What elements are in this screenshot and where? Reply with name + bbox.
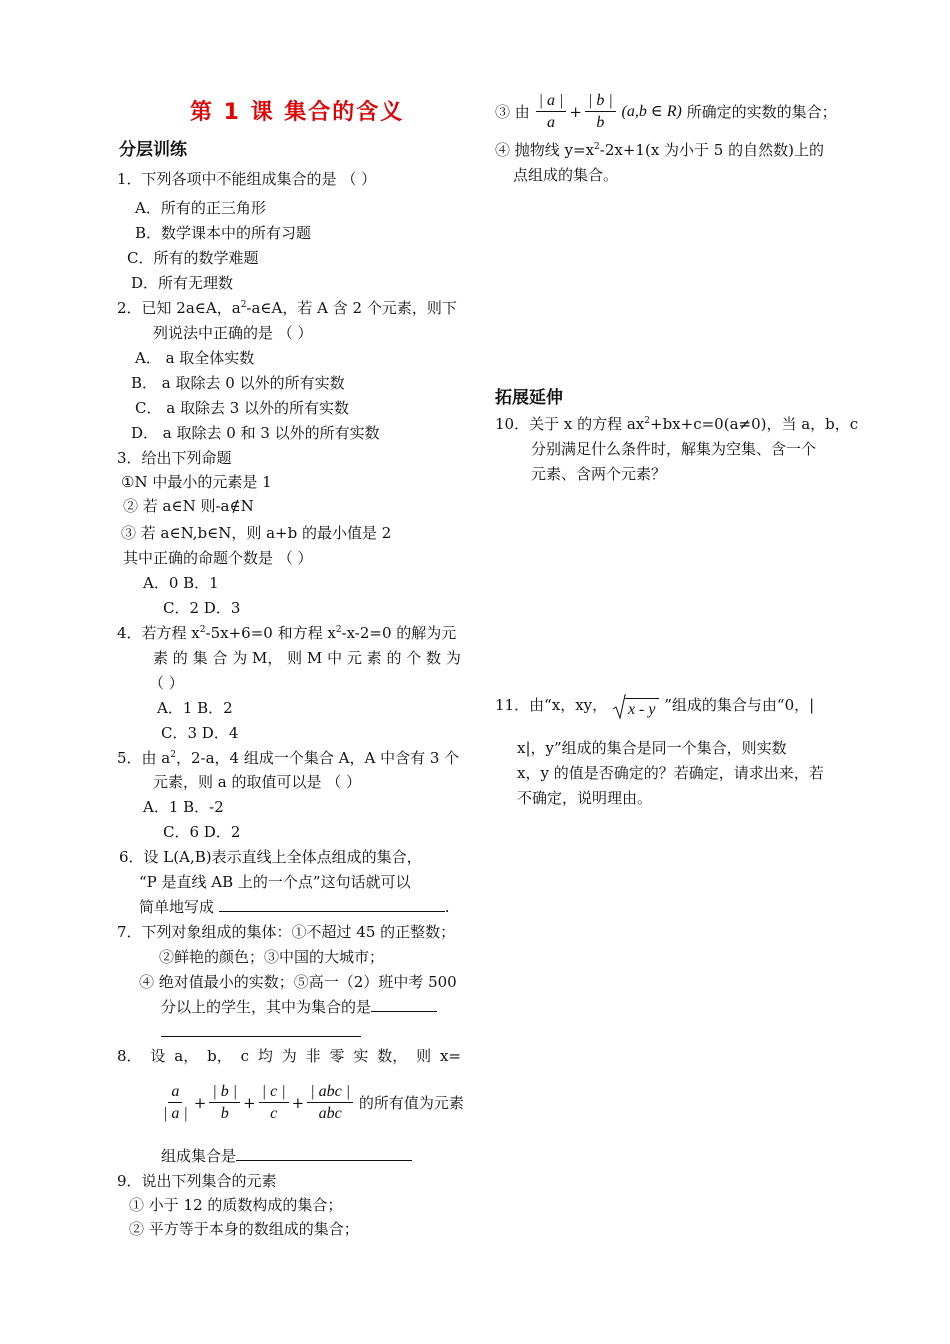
- q2-option-a: A． a 取全体实数: [135, 349, 255, 367]
- q2-stem: 2．已知 2a∈A，$a^2-a\in A$，若 A 含 2 个元素，则下: [117, 299, 457, 317]
- section-heading-practice: 分层训练: [119, 140, 187, 160]
- q9-item-1: ① 小于 12 的质数构成的集合；: [129, 1196, 343, 1214]
- section-heading-extension: 拓展延伸: [495, 388, 563, 408]
- q3-options-cd: C．2 D．3: [163, 599, 241, 617]
- q7-stem-line3: ④ 绝对值最小的实数；⑤高一（2）班中考 500: [139, 973, 457, 991]
- q8-stem: 8． 设 a， b， c 均 为 非 零 实 数， 则 x=: [117, 1047, 461, 1065]
- q1-option-b: B．数学课本中的所有习题: [135, 224, 312, 242]
- q7-stem: 7．下列对象组成的集体：①不超过 45 的正整数；: [117, 923, 456, 941]
- q8-answer-line: 组成集合是: [161, 1146, 412, 1166]
- q5-stem-line2: 元素，则 a 的取值可以是 （ ）: [153, 773, 362, 791]
- q9-fraction-b: $\frac{| b |}{b}$: [585, 91, 616, 134]
- q8-expression: $\frac{a}{| a |}$ + $\frac{| b |}{b}$ + $\frac{| c |}{c}$ + $\frac{\text{| abc |}}{\text{abc}}$ 的所有值为元素: [159, 1080, 464, 1125]
- q11-sqrt-expression: x - y: [612, 694, 660, 718]
- q4-options-ab: A．1 B．2: [157, 699, 233, 717]
- q9-item-4-line2: 点组成的集合。: [513, 166, 619, 184]
- q8-fraction-abc: $\frac{\text{| abc |}}{\text{abc}}$: [307, 1082, 353, 1125]
- q1-option-a: A．所有的正三角形: [135, 199, 266, 217]
- q2-option-c: C． a 取除去 3 以外的所有实数: [135, 399, 350, 417]
- q3-prop-3: ③ 若 a∈N,b∈N，则 a+b 的最小值是 2: [121, 524, 392, 542]
- q4-answer-bracket: （ ）: [149, 674, 184, 692]
- q8-fraction-a: $\frac{a}{| a |}$: [163, 1082, 188, 1122]
- q3-prop-count: 其中正确的命题个数是 （ ）: [123, 549, 313, 567]
- q10-stem: 10．关于 x 的方程 $ax^2+bx+c=0(a\ne 0)$，当 a，b，c: [495, 415, 859, 433]
- q1-option-d: D．所有无理数: [131, 274, 234, 292]
- q9-stem: 9．说出下列集合的元素: [117, 1172, 277, 1190]
- q5-options-ab: A．1 B．-2: [143, 798, 224, 816]
- q5-stem: 5．由 $a^2$，2-a，4 组成一个集合 A，A 中含有 3 个: [117, 749, 460, 767]
- q10-stem-line3: 元素、含两个元素？: [531, 465, 667, 483]
- q3-options-ab: A．0 B．1: [143, 574, 219, 592]
- q8-answer-blank: [236, 1146, 412, 1161]
- page-title: 第 1 课 集合的含义: [190, 100, 405, 125]
- q7-stem-line4: 分以上的学生，其中为集合的是: [161, 997, 437, 1017]
- q5-options-cd: C．6 D．2: [163, 823, 241, 841]
- q6-stem-line2: “P 是直线 AB 上的一个点”这句话就可以: [139, 873, 411, 891]
- q2-stem-line2: 列说法中正确的是 （ ）: [153, 324, 313, 342]
- q8-fraction-c: $\frac{| c |}{c}$: [259, 1082, 289, 1125]
- q2-option-b: B． a 取除去 0 以外的所有实数: [131, 374, 345, 392]
- q7-stem-line2: ②鲜艳的颜色；③中国的大城市；: [159, 948, 385, 966]
- q4-stem: 4．若方程 $x^2-5x+6=0$ 和方程 $x^2-x-2=0$ 的解为元: [117, 624, 457, 642]
- q3-prop-2: ② 若 a∈N 则-a∉N: [123, 497, 254, 515]
- q1-option-c: C．所有的数学难题: [127, 249, 259, 267]
- q9-item-4: ④ 抛物线 $y=x^2-2x+1(x$ 为小于 5 的自然数)上的: [495, 141, 824, 159]
- q11-stem-line4: 不确定，说明理由。: [517, 789, 653, 807]
- q9-item-2: ② 平方等于本身的数组成的集合；: [129, 1220, 359, 1238]
- q9-fraction-a: $\frac{| a |}{a}$: [536, 91, 567, 134]
- q1-stem: 1．下列各项中不能组成集合的是 （ ）: [117, 170, 377, 188]
- q10-stem-line2: 分别满足什么条件时，解集为空集、含一个: [531, 440, 817, 458]
- q4-stem-line2: 素 的 集 合 为 M， 则 M 中 元 素 的 个 数 为: [153, 649, 461, 667]
- q6-answer-blank: [219, 897, 445, 912]
- q8-fraction-b: $\frac{| b |}{b}$: [209, 1082, 240, 1125]
- q11-stem-line2: x|，y”组成的集合是同一个集合，则实数: [517, 739, 787, 757]
- q4-options-cd: C．3 D．4: [161, 724, 239, 742]
- q11-stem-line3: x，y 的值是否确定的？若确定，请求出来，若: [517, 764, 824, 782]
- q3-prop-1: ①N 中最小的元素是 1: [121, 473, 272, 491]
- q9-item-3: ③ 由 $\frac{| a |}{a}$ + $\frac{| b |}{b}$ (a,b ∈ R) 所确定的实数的集合；: [495, 89, 837, 134]
- sqrt-radical-icon: [612, 694, 626, 720]
- q3-stem: 3．给出下列命题: [117, 449, 232, 467]
- q2-option-d: D． a 取除去 0 和 3 以外的所有实数: [131, 424, 380, 442]
- q6-stem-line3: 简单地写成 .: [139, 898, 450, 916]
- q7-answer-line: [161, 1036, 361, 1037]
- q6-stem: 6．设 L(A,B)表示直线上全体点组成的集合，: [119, 848, 422, 866]
- q7-answer-blank: [371, 997, 437, 1012]
- q11-stem: 11．由“x，xy， x - y ”组成的集合与由“0，|: [495, 690, 814, 720]
